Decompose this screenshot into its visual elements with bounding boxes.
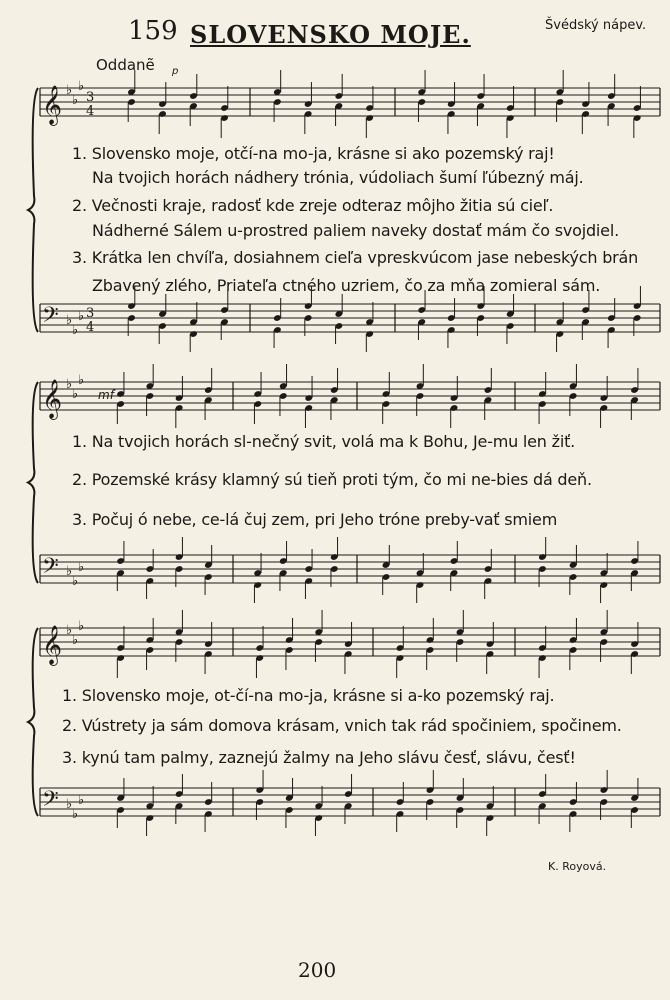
tune-attribution: Švédský nápev. — [545, 18, 647, 33]
lyric-line: 3. kynú tam palmy, zaznejú žalmy na Jeho slávu česť, slávu, česť! — [62, 748, 576, 767]
hymn-title: SLOVENSKO MOJE. — [190, 20, 471, 49]
bass-clef-icon: 𝄢 — [42, 554, 59, 584]
treble-clef-icon: 𝄞 — [42, 379, 63, 419]
composer-credit: K. Royová. — [548, 860, 607, 873]
flat-sign: ♭ — [72, 574, 79, 589]
flat-sign: ♭ — [78, 793, 85, 808]
flat-sign: ♭ — [66, 377, 73, 392]
time-signature: 4 — [86, 320, 95, 335]
lyric-line: Zbavený zlého, Priateľa ctného uzriem, čo za mňa zomieral sám. — [92, 276, 601, 295]
bass-clef-icon: 𝄢 — [42, 787, 59, 817]
lyric-line: 2. Pozemské krásy klamný sú tieň proti tým, čo mi ne-bies dá deň. — [72, 470, 592, 489]
treble-clef-icon: 𝄞 — [42, 85, 63, 125]
dynamic-marking: mf — [98, 388, 114, 402]
time-signature: 3 — [86, 306, 95, 321]
brace — [28, 628, 38, 816]
flat-sign: ♭ — [72, 807, 79, 822]
flat-sign: ♭ — [78, 79, 85, 94]
lyric-line: 1. Na tvojich horách sl-nečný svit, volá ma k Bohu, Je-mu len žiť. — [72, 432, 576, 451]
lyric-line: 3. Počuj ó nebe, ce-lá čuj zem, pri Jeho tróne preby-vať smiem — [72, 510, 558, 529]
flat-sign: ♭ — [66, 313, 73, 328]
brace — [28, 382, 38, 583]
hymn-number: 159 — [128, 16, 178, 46]
flat-sign: ♭ — [66, 797, 73, 812]
flat-sign: ♭ — [66, 83, 73, 98]
lyric-line: 2. Večnosti kraje, radosť kde zreje odteraz môjho žitia sú cieľ. — [72, 196, 554, 215]
lyric-line: 2. Vústrety ja sám domova krásam, vnich tak rád spočiniem, spočinem. — [62, 716, 622, 735]
flat-sign: ♭ — [72, 323, 79, 338]
flat-sign: ♭ — [72, 387, 79, 402]
flat-sign: ♭ — [78, 560, 85, 575]
flat-sign: ♭ — [72, 633, 79, 648]
dynamic-marking: p — [172, 66, 179, 77]
lyric-line: Nádherné Sálem u-prostred paliem naveky dostať mám čo svojdiel. — [92, 221, 619, 240]
time-signature: 4 — [86, 104, 95, 119]
flat-sign: ♭ — [66, 623, 73, 638]
page-number: 200 — [298, 958, 337, 982]
time-signature: 3 — [86, 90, 95, 105]
lyric-line: 3. Krátka len chvíľa, dosiahnem cieľa vpreskvúcom jase nebeských brán — [72, 248, 639, 267]
flat-sign: ♭ — [66, 564, 73, 579]
flat-sign: ♭ — [78, 373, 85, 388]
flat-sign: ♭ — [78, 309, 85, 324]
lyric-line: 1. Slovensko moje, otčí-na mo-ja, krásne si ako pozemský raj! — [72, 144, 555, 163]
treble-clef-icon: 𝄞 — [42, 625, 63, 665]
flat-sign: ♭ — [72, 93, 79, 108]
lyric-line: 1. Slovensko moje, ot-čí-na mo-ja, krásne si a-ko pozemský raj. — [62, 686, 555, 705]
tempo-marking: Oddanẽ — [96, 56, 155, 74]
bass-clef-icon: 𝄢 — [42, 303, 59, 333]
flat-sign: ♭ — [78, 619, 85, 634]
lyric-line: Na tvojich horách nádhery trónia, vúdoliach šumí ľúbezný máj. — [92, 168, 584, 187]
brace — [28, 88, 38, 332]
